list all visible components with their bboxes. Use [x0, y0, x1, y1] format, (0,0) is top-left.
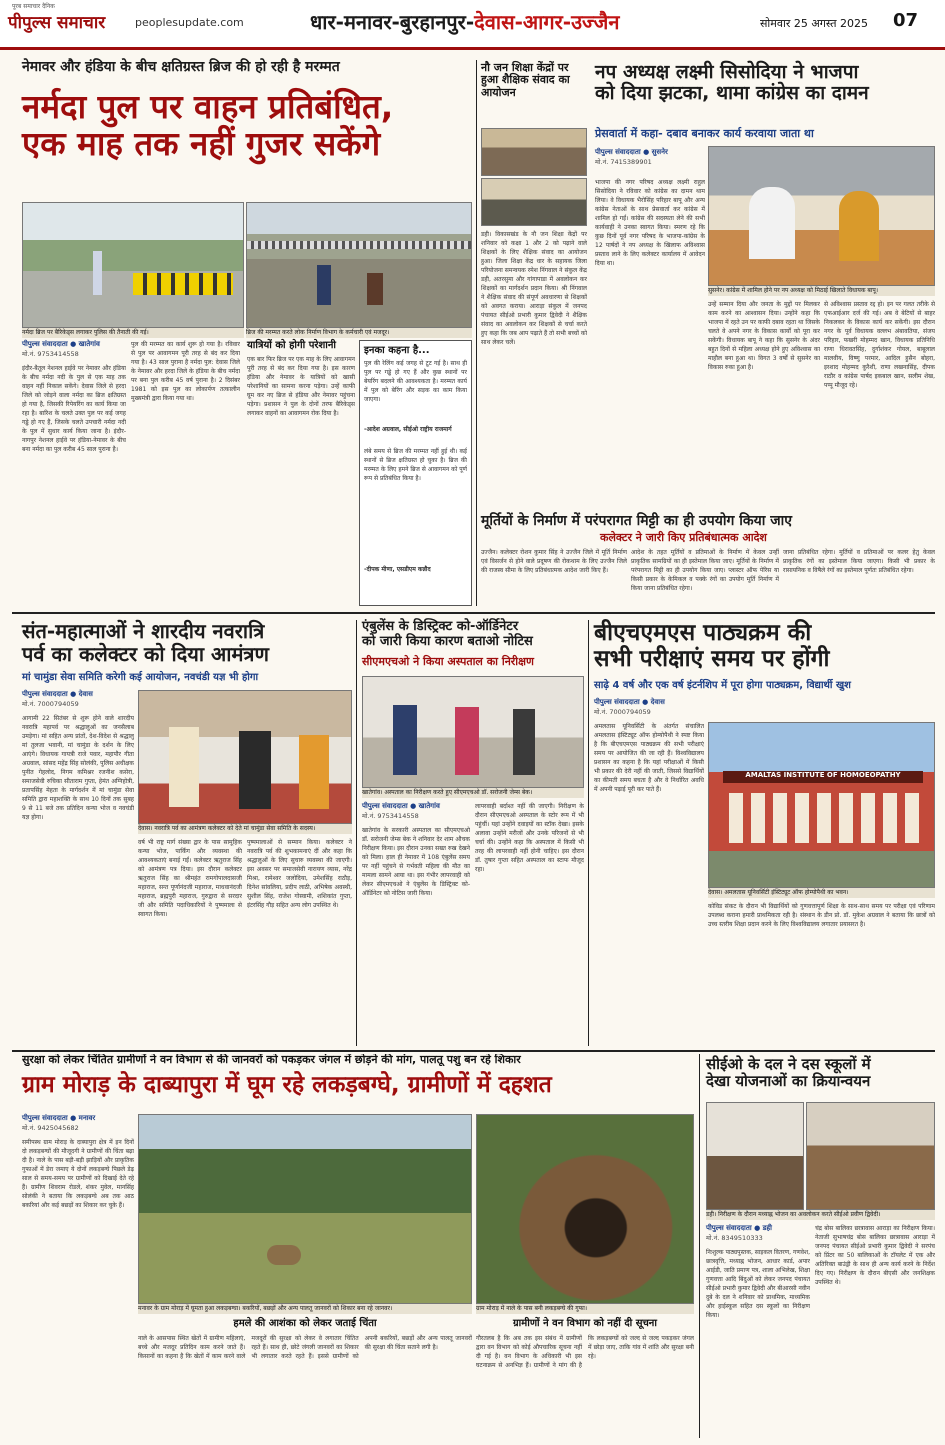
- politics-place: सुसनेर: [651, 148, 668, 156]
- shaikshik-photo-2: [481, 178, 587, 226]
- lead-photo1-caption: नर्मदा ब्रिज पर बैरिकेड्स लगाकर पुलिस की तैनाती की गई।: [22, 328, 244, 338]
- lead-body-col3: एक बार फिर ब्रिज पर एक माह के लिए आवागमन पूरी तरह से बंद कर दिया गया है। इस कारण हंडिया और नेमावर के यात्रियों को खासी परेशानियों का सामना करना पड़ेगा। उन्हें काफी घूम कर नए ब्रिज से हंडिया और नेमावर पहुंचना पड़ेगा। प्रशासन ने पुल के दोनों तरफ बैरिकेड्स लगाकर वाहनों का आवागमन रोक दिया है।: [247, 356, 355, 418]
- hyena-subhead2: ग्रामीणों ने वन विभाग को नहीं दी सूचना: [513, 1318, 657, 1329]
- murti-body-col2: आदेश के तहत मूर्तियों व प्रतिमाओं के निर्माण में केवल उन्हीं प्राकृतिक सामग्रियों का ही इस्तेमाल किया जाए। मूर्तियों के निर्माण में परंपरागत मिट्टी का ही उपयोग किया जाए। प्लास्टर ऑफ पेरिस या किसी प्रकार के केमिकल व पक्के रंगों का उपयोग मूर्ति निर्माण में किया जाना प्रतिबंधित रहेगा।: [631, 549, 779, 592]
- bhms-body-col1: अमलतास यूनिवर्सिटी के अंतर्गत संचालित अमलतास इंस्टिट्यूट ऑफ होम्योपैथी ने स्पष्ट किया है कि बीएचएमएस पाठ्यक्रम की सभी परीक्षाएं समय पर आयोजित की जा रही हैं। विश्वविद्यालय प्रशासन का कहना है कि यहां परीक्षाओं में किसी भी प्रकार की देरी नहीं की जाती, जिससे विद्यार्थियों का कीमती समय बचता है और वे निर्धारित अवधि में अपनी पढ़ाई पूरी कर पाते हैं।: [594, 723, 704, 793]
- bhms-place: देवास: [650, 698, 665, 706]
- website-link[interactable]: peoplesupdate.com: [135, 16, 244, 29]
- navratri-subhead: मां चामुंडा सेवा समिति करेगी कई आयोजन, नवचंडी यज्ञ भी होगा: [22, 672, 259, 683]
- ambulance-body-col1: खातेगांव के सरकारी अस्पताल का सीएमएचओ डॉ. सरोजनी जेम्स बेक ने शनिवार देर शाम औचक निरीक्षण किया। इस दौरान उनका सख्त रुख देखने को मिला। हाल ही नेमावर में 108 एंबुलेंस समय पर नहीं पहुंचने से गर्भवती महिला की मौत का मामला सामने आया था। इस गंभीर लापरवाही को लेकर सीएमएचओ ने एंबुलेंस के डिस्ट्रिक्ट को-ऑर्डिनेटर को नोटिस जारी किया।: [362, 827, 470, 897]
- hyena-photo2-caption: ग्राम मोराड़ में नाले के पास बनी लकड़बग्घे की गुफा।: [476, 1304, 694, 1314]
- politics-byline-block: पीपुल्स संवाददाता ● सुसनेर मो.नं. 7415389901: [595, 148, 705, 166]
- ceo-body-col2: चंद्र बोस बालिका छात्रावास आराड़ा का निरीक्षण किया। नेताजी सुभाषचंद्र बोस बालिका छात्रावास आराड़ा में जनपद पंचायत सीईओ प्रभारी कुमार द्विवेदी ने सरपंच को प्रिंटर का 50 बालिकाओं के टॉयलेट में एक और अतिरिक्त बाउंड्री के साथ ही अन्य कार्य करने के निर्देश दिए गए। निरीक्षण के दौरान बीएसी और जनशिक्षक उपस्थित थे।: [815, 1225, 935, 1286]
- newspaper-logo: पीपुल्स समाचार: [8, 13, 106, 33]
- ambulance-mobile: मो.नं. 9753414558: [362, 812, 419, 820]
- column-rule: [699, 1054, 700, 1438]
- bridge-barricade-photo: [22, 202, 244, 328]
- ceo-photo-caption: डही। निरीक्षण के दौरान मध्याह्न भोजन का अवलोकन करते सीईओ प्रवीण द्विवेदी।: [706, 1210, 935, 1220]
- bhms-byline: पीपुल्स संवाददाता: [594, 698, 640, 706]
- ambulance-byline: पीपुल्स संवाददाता: [362, 802, 408, 810]
- politics-title: [595, 62, 935, 105]
- lead-kicker: नेमावर और हंडिया के बीच क्षतिग्रस्त ब्रिज की हो रही है मरम्मत: [22, 59, 340, 75]
- quote-box-title: इनका कहना है...: [364, 345, 430, 356]
- politics-title-line1: नप अध्यक्ष लक्ष्मी सिसोदिया ने भाजपा: [595, 61, 859, 83]
- ceo-title: [706, 1056, 935, 1090]
- ambulance-place: खातेगांव: [418, 802, 440, 810]
- ceo-mobile: मो.नं. 8349510333: [706, 1234, 763, 1242]
- hyena-body-col3: गौरतलब है कि अब तक इस संबंध में ग्रामीणों द्वारा वन विभाग को कोई औपचारिक सूचना नहीं दी गई है। वन विभाग के अधिकारी भी इस घटनाक्रम से अनभिज्ञ हैं। ग्रामीणों ने मांग की है कि लकड़बग्घों को जल्द से जल्द पकड़कर जंगल में छोड़ा जाए, ताकि गांव में शांति और सुरक्षा बनी रहे।: [476, 1335, 694, 1369]
- ceo-place: डही: [762, 1224, 772, 1232]
- page-number: 07: [893, 10, 919, 31]
- navratri-photo: [138, 690, 352, 824]
- section-rule: [12, 612, 935, 614]
- barricade-shape: [133, 273, 233, 295]
- navratri-byline: पीपुल्स संवाददाता: [22, 690, 68, 698]
- murti-subhead: कलेक्टर ने जारी किए प्रतिबंधात्मक आदेश: [600, 531, 767, 544]
- hyena-cave-photo: [476, 1114, 694, 1304]
- ambulance-body-col2: लापरवाही बर्दाश्त नहीं की जाएगी। निरीक्षण के दौरान सीएमएचओ अस्पताल के स्टोर रूम में भी पहुंचीं। यहां उन्होंने दवाइयों का स्टॉक देखा। इसके अलावा उन्होंने मरीजों और उनके परिजनों से भी चर्चा की। उन्होंने कहा कि अस्पताल में किसी भी तरह की लापरवाही नहीं होनी चाहिए। इस दौरान डॉ. तुषार गुप्ता सहित अस्पताल का स्टाफ मौजूद रहा।: [475, 803, 584, 873]
- person-figure: [393, 705, 417, 775]
- bhms-title-line1: बीएचएमएस पाठ्यक्रम की: [594, 620, 812, 646]
- ambulance-title-line2: को जारी किया कारण बताओ नोटिस: [362, 633, 533, 649]
- ceo-photo-1: [706, 1102, 804, 1210]
- lead-title-line1: नर्मदा पुल पर वाहन प्रतिबंधित,: [22, 87, 394, 126]
- quote1-text: पुल की रेलिंग कई जगह से टूट गई है। साथ ही पुल पर गड्ढे हो गए हैं और कुछ स्थानों पर बेयरिंग बदलने की आवश्यकता है। मरम्मत कार्य में पुल को बेरिंग और सड़क का काम किया जाएगा।: [364, 360, 467, 404]
- lead-mobile: मो.नं. 9753414558: [22, 350, 79, 358]
- person-figure: [513, 709, 535, 775]
- edition-band-black: धार-मनावर-बुरहानपुर-: [310, 10, 475, 34]
- politics-photo: [708, 146, 935, 286]
- bhms-mobile: मो.नं. 7000794059: [594, 708, 651, 716]
- lead-subhead: यात्रियों को होगी परेशानी: [247, 340, 337, 351]
- navratri-byline-block: पीपुल्स संवाददाता ● देवास मो.नं. 7000794059: [22, 690, 134, 708]
- ceo-photo-2: [806, 1102, 935, 1210]
- lead-title: [22, 88, 472, 163]
- masthead: [0, 0, 945, 50]
- politics-photo-caption: सुसनेर। कांग्रेस में शामिल होने पर नप अध्यक्ष को मिठाई खिलाते विधायक बापू।: [708, 286, 935, 296]
- shaikshik-title: नौ जन शिक्षा केंद्रों पर हुआ शैक्षिक संवाद का आयोजन: [481, 61, 570, 99]
- section-rule: [12, 1050, 935, 1052]
- masthead-tagline: पूरब समाचार दैनिक: [12, 3, 55, 10]
- navratri-body-col1: आगामी 22 सितंबर से शुरू होने वाले शारदीय नवरात्रि महापर्व पर श्रद्धालुओं का जनसैलाब उमड़ेगा। मां सहित अन्य प्रांतों, देश-विदेश से श्रद्धालु मां तुलजा भवानी, मां चामुंडा के दर्शन के लिए आएंगे। विधायक गायत्री राजे पवार, महापौर गीता अग्रवाल, सांसद महेंद्र सिंह सोलंकी, पुलिस अधीक्षक पुनीत गेहलोद, निगम कमिश्नर रजनीश कसेरा, समाजसेवी रुचिका सीताराम गुप्ता, हेमंत अग्निहोत्री, प्रतापसिंह मेहता के मार्गदर्शन में मां चामुंडा सेवा समिति द्वारा महाशक्ति के साथ 10 दिनों तक सुबह 9 से 11 बजे तक प्रतिदिन कन्या भोज व नवचंडी यज्ञ होगा।: [22, 715, 134, 821]
- shaikshik-photo-1: [481, 128, 587, 176]
- person-figure: [299, 735, 329, 809]
- person-figure: [839, 191, 879, 261]
- politics-byline: पीपुल्स संवाददाता: [595, 148, 641, 156]
- worker-figure: [367, 273, 383, 305]
- bhms-photo-caption: देवास। अमलतास यूनिवर्सिटी इंस्टिट्यूट ऑफ होम्योपैथी का भवन।: [708, 888, 935, 898]
- hyena-body-col2: नाले के आसपास स्थित खेतों में ग्रामीण महिलाएं, बच्चे और मजदूर प्रतिदिन काम करने जाते हैं। किसानों का कहना है कि खेतों में काम करने वाले मजदूरों की सुरक्षा को लेकर वे लगातार चिंतित रहते हैं। साथ ही, छोटे जंगली जानवरों का शिकार भी लगातार करते रहते हैं। इससे ग्रामीणों को अपनी बकरियों, बछड़ों और अन्य पालतू जानवरों की सुरक्षा की चिंता सताने लगी है।: [138, 1335, 472, 1360]
- lead-photo2-caption: ब्रिज की मरम्मत करते लोक निर्माण विभाग के कर्मचारी एवं मजदूर।: [246, 328, 472, 338]
- navratri-place: देवास: [78, 690, 93, 698]
- bhms-byline-block: पीपुल्स संवाददाता ● देवास मो.नं. 7000794059: [594, 698, 704, 716]
- hyena-subhead1: हमले की आशंका को लेकर जताई चिंता: [233, 1318, 377, 1329]
- police-figure: [93, 251, 102, 295]
- hyena-byline-block: पीपुल्स संवाददाता ● मनावर मो.नं. 9425045682: [22, 1114, 134, 1132]
- ambulance-subhead: सीएमएचओ ने किया अस्पताल का निरीक्षण: [362, 655, 534, 668]
- bridge-railing: [247, 241, 472, 249]
- worker-figure: [317, 265, 331, 305]
- politics-subhead: प्रेसवार्ता में कहा- दबाव बनाकर कार्य करवाया जाता था: [595, 127, 814, 140]
- navratri-title: [22, 620, 352, 665]
- navratri-body-col3: पुष्पमालाओं से सम्मान किया। कलेक्टर ने नवरात्रि पर्व की शुभकामनाएं दीं और कहा कि श्रद्धालुओं के लिए सुचारु व्यवस्था की जाएगी। इस अवसर पर समाजसेवी नारायण व्यास, नरेंद्र मिश्रा, रामेश्वर जलोदिया, उमेशसिंह राठौड़, दिनेश सांवलिया, प्रदीप लाठी, अभिषेक अवस्थी, सुशील सिंह, राजेश गोस्वामी, शशिकांत गुप्ता, इंटरसिंह गौड़ सहित अन्य लोग उपस्थित थे।: [247, 839, 352, 909]
- politics-body-col2: उन्हें सम्मान दिया और जनता के मुद्दों पर मिलकर काम करने का आश्वासन दिया। उन्होंने कहा कि भाजपा में रहते उन पर काफी दबाव रहता था जिसके चलते वे अपने नगर के विकास कार्यों को पूरा कर सकेंगी। विधायक बापू ने कहा कि सुसनेर के अंदर बहुत दिनों से महिला अध्यक्ष होने हुए अविश्वास का माहौल बना हुआ था। विगत 3 वर्षों से सुसनेर का विकास रुका हुआ है।: [708, 301, 820, 371]
- ceo-title-line1: सीईओ के दल ने दस स्कूलों में: [706, 1055, 871, 1073]
- murti-body-col1: उज्जैन। कलेक्टर रोशन कुमार सिंह ने उज्जैन जिले में मूर्ति निर्माण एवं विसर्जन से होने वाले प्रदूषण की रोकथाम के लिए उज्जैन जिले की राजस्व सीमा के लिए प्रतिबंधात्मक आदेश जारी किए हैं।: [481, 549, 627, 574]
- ambulance-photo-caption: खातेगांव। अस्पताल का निरीक्षण करते हुए सीएमएचओ डॉ. सरोजनी जेम्स बेक।: [362, 788, 584, 798]
- person-figure: [169, 727, 199, 807]
- person-figure: [239, 731, 271, 809]
- quote1-author: -आदेश अग्रवाल, सीईओ राष्ट्रीय राजमार्ग: [364, 426, 452, 434]
- ambulance-title-line1: एंबुलेंस के डिस्ट्रिक्ट को-ऑर्डिनेटर: [362, 619, 519, 634]
- hyena-mobile: मो.नं. 9425045682: [22, 1124, 79, 1132]
- ceo-title-line2: देखा योजनाओं का क्रियान्वयन: [706, 1071, 871, 1090]
- hyena-figure: [267, 1245, 301, 1265]
- column-rule: [476, 60, 477, 606]
- issue-date: सोमवार 25 अगस्त 2025: [760, 17, 868, 30]
- navratri-body-col2: वर्ष भी राष्ट्र मार्ग संख्या द्वार के पास सामूहिक कन्या भोज, पार्किंग और व्यवस्था की आवश्यकताएं बनाई गईं। कलेक्टर ऋतुराज सिंह को आमंत्रण पत्र दिया। इस दौरान कलेक्टर ऋतुराज सिंह का श्रीमहंत रामगोपालदासजी महाराज, सन्त पूर्णानंदजी महाराज, माधवानंदजी महाराज, ब्रह्मपुरी महाराज, गुरुद्वारा से सरदार जी और समिति पदाधिकारियों ने पुष्पमाला से स्वागत किया।: [138, 839, 242, 918]
- bhms-title-line2: सभी परीक्षाएं समय पर होंगी: [594, 645, 830, 672]
- navratri-mobile: मो.नं. 7000794059: [22, 700, 79, 708]
- politics-mobile: मो.नं. 7415389901: [595, 158, 652, 166]
- edition-band: [310, 8, 619, 35]
- hyena-kicker: सुरक्षा को लेकर चिंतित ग्रामीणों ने वन विभाग से की जानवरों को पकड़कर जंगल में छोड़ने की मांग, पालतू पशु बन रहे शिकार: [22, 1054, 521, 1066]
- building-windows: [729, 793, 919, 843]
- lead-body-col1: इंदौर-बैतूल नेशनल हाईवे पर नेमावर और हंडिया के बीच नर्मदा नदी के पुल से एक माह तक वाहन नहीं निकाल सकेंगे। देवास जिले से हरदा जिले को जोड़ने वाला नर्मदा का ब्रिज क्षतिग्रस्त हो गया है, जिसकी रिपेयरिंग का कार्य किया जा रहा है। बारिश के चलते उक्त पुल पर कई जगह गड्ढे हो गए हैं, जिसके चलते उपचारी नर्मदा नदी के पुल में सुधार कार्य किया जाना है। इंदौर-नागपुर नेशनल हाईवे पर हंडिया-नेमावर के बीच बना नर्मदा का पुल करीब 45 साल पुराना है।: [22, 365, 126, 453]
- ambulance-title: [362, 620, 584, 649]
- column-rule: [588, 620, 589, 1046]
- ceo-byline: पीपुल्स संवाददाता: [706, 1224, 752, 1232]
- hyena-photo1-caption: मनावर के ग्राम मोराड़ में घूमता हुआ लकड़बग्घा। बकरियों, बछड़ों और अन्य पालतू जानवरों को शिकार बना रहे जानवर।: [138, 1304, 472, 1314]
- navratri-photo-caption: देवास। नवरात्रि पर्व का आमंत्रण कलेक्टर को देते मां चामुंडा सेवा समिति के सदस्य।: [138, 824, 352, 834]
- navratri-title-line1: संत-महात्माओं ने शारदीय नवरात्रि: [22, 619, 265, 643]
- murti-title: मूर्तियों के निर्माण में परंपरागत मिट्टी का ही उपयोग किया जाए: [481, 513, 792, 529]
- politics-body-col1: भाजपा की नगर परिषद अध्यक्ष लक्ष्मी राहुल सिसोदिया ने रविवार को कांग्रेस का दामन थाम लिया। वे विधायक भैरोसिंह परिहार बापू और अन्य कांग्रेस नेताओं के साथ प्रेसवार्ता कर कांग्रेस में शामिल हो गईं। कांग्रेस की सदस्यता लेने की सभी कार्यवाही ने उनका स्वागत किया। स्मरण रहे कि कुछ दिनों पूर्व नगर परिषद के भाजपा-कांग्रेस के 12 पार्षदों ने नप अध्यक्ष के खिलाफ अविश्वास प्रस्ताव लाने के लिए कलेक्टर कार्यालय में आवेदन दिया था।: [595, 179, 705, 267]
- navratri-title-line2: पर्व का कलेक्टर को दिया आमंत्रण: [22, 641, 269, 666]
- quote-box: [359, 340, 472, 606]
- bhms-subhead: साढ़े 4 वर्ष और एक वर्ष इंटर्नशिप में पूरा होगा पाठ्यक्रम, विद्यार्थी खुश: [594, 680, 851, 691]
- bridge-repair-photo: [246, 202, 472, 328]
- person-figure: [749, 187, 795, 259]
- murti-body-col3: जाना प्रतिबंधित रहेगा। मूर्तियों व प्रतिमाओं पर कलर हेतु केवल प्राकृतिक रंगों का इस्तेमाल किया जाएगा। किसी भी प्रकार के रासायनिक व विषैले रंगों का इस्तेमाल पूर्णतः प्रतिबंधित रहेगा।: [783, 549, 935, 574]
- shaikshik-body: डही। विकासखंड के नौ जन शिक्षा केंद्रों पर शनिवार को कक्षा 1 और 2 को पढ़ाने वाले शिक्षकों के लिए शैक्षिक संवाद का आयोजन हुआ। जिला शिक्षा केंद्र धार के सहायक जिला परियोजना समन्वयक रमेश निंगवाल ने संकुल केंद्र डही, अतरसुमा और गांगापाडा में अवलोकन कर शिक्षकों का मार्गदर्शन प्रदान किया। श्री निंगवाल ने शैक्षिक संवाद की संपूर्ण अवधारणा से शिक्षकों को अवगत कराया। आराड़ा संकुल में जनपद पंचायत सीईओ प्रभारी कुमार द्विवेदी ने शैक्षिक संवाद का अवलोकन कर शिक्षकों से चर्चा करते हुए कहा कि जब आप पढ़ाते हैं तो सभी बच्चों को साथ लेकर चलें।: [481, 231, 587, 346]
- person-figure: [455, 707, 479, 775]
- politics-title-line2: को दिया झटका, थामा कांग्रेस का दामन: [595, 82, 869, 105]
- hyena-place: मनावर: [78, 1114, 96, 1122]
- column-rule: [356, 620, 357, 1046]
- lead-title-line2: एक माह तक नहीं गुजर सकेंगे: [22, 124, 381, 164]
- bhms-building-photo: [708, 722, 935, 888]
- ceo-body-col1: निःशुल्क पाठ्यपुस्तक, साइकल वितरण, गणवेश, छात्रवृत्ति, मध्याह्न भोजन, आधार कार्ड, अपार आईडी, जाति प्रमाण पत्र, शाला अभिलेख, शिक्षा गुणवत्ता आदि बिंदुओं को लेकर जनपद पंचायत सीईओ प्रभारी कुमार द्विवेदी और बीआरसी नवीन दुबे के दल ने शनिवार को प्राथमिक, माध्यमिक और हाईस्कूल सहित दस स्कूलों का निरीक्षण किया।: [706, 1249, 810, 1319]
- edition-band-red: देवास-आगर-उज्जैन: [474, 10, 620, 34]
- ceo-byline-block: पीपुल्स संवाददाता ● डही मो.नं. 8349510333: [706, 1224, 810, 1242]
- lead-place: खातेगांव: [78, 340, 100, 348]
- hyena-field-photo: [138, 1114, 472, 1304]
- lead-byline-block: पीपुल्स संवाददाता ● खातेगांव मो.नं. 9753414558: [22, 340, 126, 358]
- lead-byline: पीपुल्स संवाददाता: [22, 340, 68, 348]
- building-sign: AMALTAS INSTITUTE OF HOMOEOPATHY: [723, 771, 923, 783]
- hyena-byline: पीपुल्स संवाददाता: [22, 1114, 68, 1122]
- bhms-body-col2: कोविड संकट के दौरान भी विद्यार्थियों को गुणवत्तापूर्ण शिक्षा के साथ-साथ समय पर परीक्षा एवं परिणाम उपलब्ध कराना हमारी प्राथमिकता रही है। संस्थान के डीन प्रो. डॉ. मुकेश अग्रवाल ने बताया कि छात्रों को उच्च स्तरीय शिक्षा प्रदान करने के लिए विश्वविद्यालय लगातार प्रयासरत है।: [708, 903, 935, 928]
- ambulance-byline-block: पीपुल्स संवाददाता ● खातेगांव मो.नं. 9753414558: [362, 802, 470, 820]
- quote2-author: -दीपक मीणा, एसडीएम कन्नौद: [364, 566, 431, 574]
- lead-subhead-block: [247, 340, 355, 599]
- lead-body-col2: पुल की मरम्मत का कार्य शुरू हो गया है। रविवार से पुल पर आवागमन पूरी तरह से बंद कर दिया गया है। 43 साल पुराना है नर्मदा पुल: देवास जिले के नेमावर और हरदा जिले के हंडिया के बीच नर्मदा पर बना पुल करीब 45 वर्ष पुराना है। 2 दिसंबर 1981 को इस पुल का लोकार्पण तत्कालीन मुख्यमंत्री द्वारा किया गया था।: [131, 341, 240, 402]
- hyena-title: ग्राम मोराड़ के दाब्यापुरा में घूम रहे लकड़बग्घे, ग्रामीणों में दहशत: [22, 1072, 552, 1098]
- ambulance-photo: [362, 676, 584, 788]
- hyena-body-col1: समीपस्थ ग्राम मोराड़ के दाब्यापुरा क्षेत्र में इन दिनों दो लकड़बग्घों की मौजूदगी ने ग्रामीणों की चिंता बढ़ा दी है। नाले के पास बड़ी-बड़ी झाड़ियों और प्राकृतिक गुफाओं में डेरा जमाए ये दोनों लकड़बग्घे पिछले डेढ़ साल से समय-समय पर ग्रामीणों को दिखाई देते रहे हैं। ग्रामीण शिवराम रोडले, शंकर मुवेल, मानसिंह सोलंकी ने बताया कि लकड़बग्घे अब तक आठ बकरियां और कई बछड़ों का शिकार कर चुके हैं।: [22, 1139, 134, 1209]
- quote2-text: लंबे समय से ब्रिज की मरम्मत नहीं हुई थी। कई स्थानों से ब्रिज क्षतिग्रस्त हो चुका है। ब्रिज की मरम्मत के लिए हमने ब्रिज से आवागमन को पूर्ण रूप से प्रतिबंधित किया है।: [364, 448, 467, 483]
- bhms-title: [594, 620, 935, 672]
- politics-body-col3: से अविश्वास प्रस्ताव रद्द हो। इन पर गलत तरीके से एफआईआर दर्ज की गई। अब वे बेटियों से बाहर निकलकर के विकास कार्य कर सकेंगी। इस दौरान नगर के पूर्व विधायक वल्लभ अंबावतिया, संजय परिहार, फखरी मोहम्मद खान, विधायक प्रतिनिधि राणा धिरावतसिंह, दुर्गाशंकर गोयल, बाबूलाल मालवीय, विष्णु परमार, आदिल हुसैन बोहरा, इरशाद मोहम्मद कुरैशी, राणा लखनासिंह, दीपक राठौर व कांग्रेस पार्षद इकबाल खान, सलीम शेख, पप्पू मौजूद रहे।: [824, 301, 935, 389]
